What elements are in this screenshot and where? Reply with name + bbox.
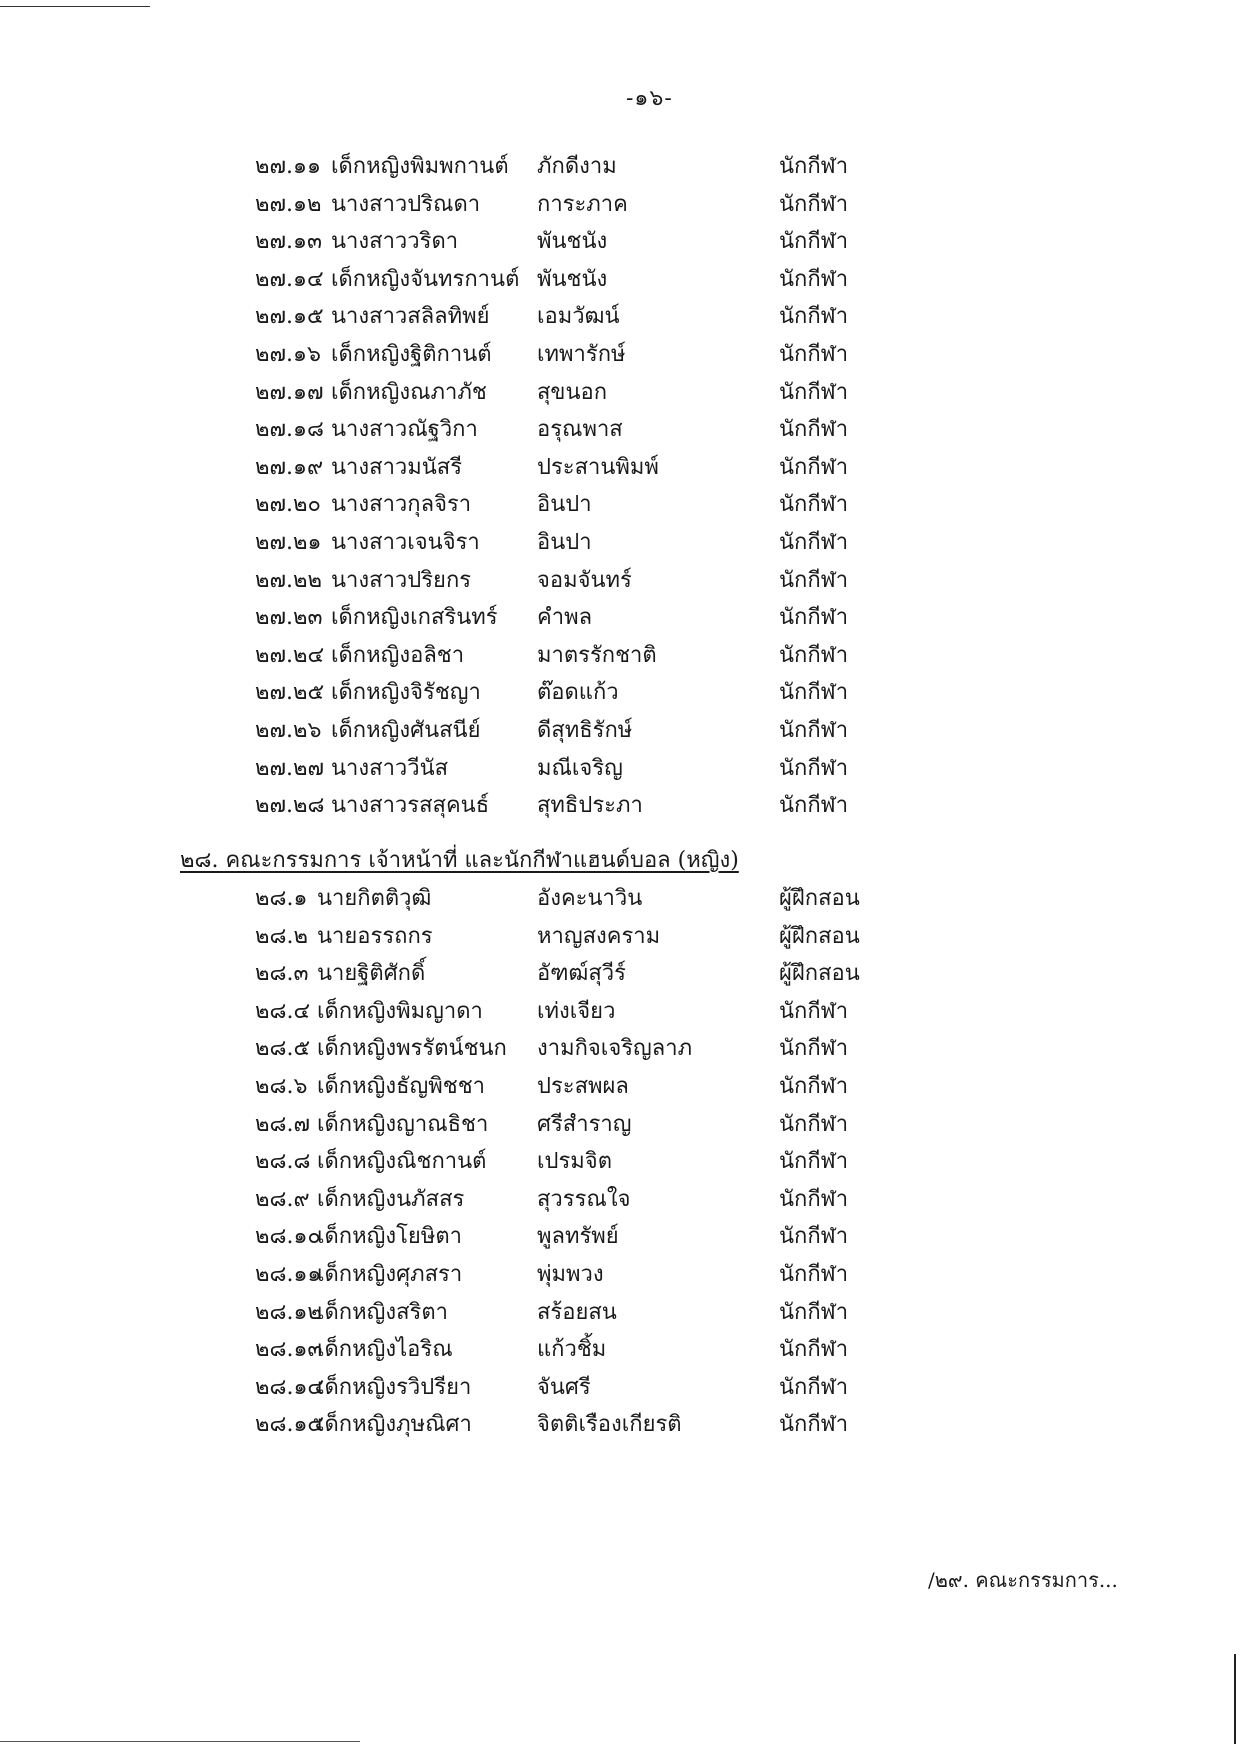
entry-last-name: อัฑฒ์สุวีร์ [537,961,626,987]
list-item [255,411,895,449]
list-item [255,223,895,261]
entry-last-name: อรุณพาส [537,417,623,443]
entry-last-name: จอมจันทร์ [537,567,632,593]
list-item [255,1294,895,1332]
list-item [255,637,895,675]
entry-last-name: พันชนัง [537,266,608,292]
entry-last-name: เท่งเจียว [537,998,616,1024]
entry-last-name: เทพารักษ์ [537,342,626,367]
entry-role: นักกีฬา [779,154,849,179]
entry-role: นักกีฬา [779,342,849,367]
entry-last-name: เปรมจิต [537,1149,612,1175]
list-item [255,787,895,825]
entry-role: นักกีฬา [779,1224,849,1250]
entry-last-name: พูลทรัพย์ [537,1224,619,1250]
entry-role: นักกีฬา [779,718,849,743]
entry-first-name: นางสาววีนัส [331,755,449,781]
list-item [255,674,895,712]
list-item [255,186,895,224]
entry-number: ๒๗.๒๑ [255,530,322,555]
entry-first-name: เด็กหญิงไอริณ [317,1337,453,1363]
entry-role: นักกีฬา [779,229,849,255]
entry-first-name: เด็กหญิงณภาภัช [331,379,487,405]
entry-number: ๒๘.๑๓ [255,1337,323,1363]
entry-first-name: เด็กหญิงพิมญาดา [317,998,483,1024]
list-item [255,298,895,336]
entry-first-name: เด็กหญิงจันทรกานต์ [331,266,520,292]
scan-edge-right [1234,1654,1236,1744]
entry-last-name: อินปา [537,492,592,518]
entry-number: ๒๘.๑๕ [255,1412,325,1438]
list-item [255,712,895,750]
entry-first-name: เด็กหญิงเกสรินทร์ [331,605,498,631]
entry-number: ๒๘.๑๐ [255,1224,321,1250]
entry-role: นักกีฬา [779,191,849,217]
list-item [255,599,895,637]
entry-role: ผู้ฝึกสอน [779,923,860,949]
entry-first-name: นายฐิติศักดิ์ [317,961,426,987]
entry-role: นักกีฬา [779,266,849,292]
entry-last-name: อินปา [537,530,592,555]
list-item [255,918,895,956]
entry-first-name: เด็กหญิงฐิติกานต์ [331,342,492,367]
entry-last-name: ต๊อดแก้ว [537,680,619,706]
entry-first-name: นางสาวเจนจิรา [331,530,480,555]
entry-first-name: นางสาววริดา [331,229,459,255]
entry-last-name: ประสานพิมพ์ [537,454,659,480]
entry-number: ๒๘.๔ [255,998,311,1024]
list-item [255,1369,895,1407]
entry-last-name: สุวรรณใจ [537,1186,631,1212]
entry-role: นักกีฬา [779,1374,849,1400]
entry-number: ๒๘.๕ [255,1036,311,1062]
entry-last-name: ดีสุทธิรักษ์ [537,718,633,743]
scan-edge-top [0,6,150,7]
entry-role: นักกีฬา [779,1299,849,1325]
entry-role: นักกีฬา [779,417,849,443]
entry-role: นักกีฬา [779,454,849,480]
entry-role: นักกีฬา [779,530,849,555]
entry-last-name: สร้อยสน [537,1299,617,1325]
entry-role: นักกีฬา [779,1337,849,1363]
entry-last-name: เอมวัฒน์ [537,304,620,330]
entry-first-name: เด็กหญิงอลิชา [331,642,465,668]
entry-last-name: พันชนัง [537,229,608,255]
entry-number: ๒๘.๑๑ [255,1262,322,1287]
list-item [255,524,895,562]
entry-last-name: สุขนอก [537,379,608,405]
list-item [255,449,895,487]
continuation-ref: /๒๙. คณะกรรมการ... [928,1568,1118,1592]
entry-role: นักกีฬา [779,680,849,706]
list-item [255,1143,895,1181]
entry-last-name: หาญสงคราม [537,923,661,949]
entry-first-name: เด็กหญิงณิชกานต์ [317,1149,487,1175]
list-item [255,1256,895,1294]
entry-role: นักกีฬา [779,998,849,1024]
entry-first-name: เด็กหญิงพิมพกานต์ [331,154,509,179]
entry-number: ๒๗.๑๒ [255,191,322,217]
list-item [255,955,895,993]
entry-number: ๒๗.๒๗ [255,755,325,781]
entry-last-name: พุ่มพวง [537,1262,604,1287]
entry-role: นักกีฬา [779,567,849,593]
entry-last-name: จิตติเรืองเกียรติ [537,1412,682,1438]
entry-first-name: นางสาวกุลจิรา [331,492,472,518]
entry-number: ๒๗.๒๓ [255,605,323,631]
page-number: -๑๖- [626,86,673,111]
entry-first-name: นายกิตติวุฒิ [317,886,432,911]
entry-number: ๒๘.๘ [255,1149,311,1175]
list-item [255,261,895,299]
entry-role: ผู้ฝึกสอน [779,961,860,987]
entry-last-name: มณีเจริญ [537,755,623,781]
list-item [255,1030,895,1068]
entry-first-name: เด็กหญิงภุษณิศา [317,1412,472,1438]
entry-first-name: นางสาวมนัสรี [331,454,463,480]
entry-number: ๒๗.๑๕ [255,304,324,330]
entry-number: ๒๘.๗ [255,1111,311,1137]
entry-last-name: จันศรี [537,1374,591,1400]
entry-first-name: เด็กหญิงศุภสรา [317,1262,463,1287]
entry-number: ๒๗.๒๘ [255,793,325,819]
entry-first-name: เด็กหญิงธัญพิชชา [317,1074,486,1099]
entry-number: ๒๗.๑๑ [255,154,321,179]
list-item [255,1331,895,1369]
entry-last-name: แก้วชิ้ม [537,1337,607,1363]
entry-last-name: คำพล [537,605,593,631]
entry-role: นักกีฬา [779,793,849,819]
list-item [255,1068,895,1106]
entry-role: นักกีฬา [779,1149,849,1175]
entry-number: ๒๗.๒๔ [255,642,325,668]
entry-first-name: เด็กหญิงจิรัชญา [331,680,481,706]
entry-last-name: ประสพผล [537,1074,629,1099]
entry-first-name: นายอรรถกร [317,923,433,949]
entry-role: นักกีฬา [779,304,849,330]
entry-role: นักกีฬา [779,1074,849,1099]
entry-role: นักกีฬา [779,1186,849,1212]
entry-first-name: นางสาวปริยกร [331,567,472,593]
entry-first-name: นางสาวปริณดา [331,191,481,217]
entry-first-name: นางสาวรสสุคนธ์ [331,793,490,819]
list-item [255,993,895,1031]
list-item [255,880,895,918]
entry-number: ๒๗.๒๐ [255,492,321,518]
entry-role: นักกีฬา [779,755,849,781]
entry-number: ๒๗.๒๖ [255,718,322,743]
entry-last-name: สุทธิประภา [537,793,643,819]
entry-number: ๒๗.๒๕ [255,680,325,706]
section-28-heading: ๒๘. คณะกรรมการ เจ้าหน้าที่ และนักกีฬาแฮนด์บอล (หญิง) [180,848,739,873]
entry-number: ๒๗.๒๒ [255,567,323,593]
entry-number: ๒๗.๑๓ [255,229,323,255]
entry-role: นักกีฬา [779,1412,849,1438]
entry-number: ๒๘.๖ [255,1074,308,1099]
entry-number: ๒๗.๑๔ [255,266,324,292]
list-item [255,750,895,788]
entry-number: ๒๘.๓ [255,961,309,987]
entry-role: นักกีฬา [779,1036,849,1062]
list-item [255,1181,895,1219]
entry-last-name: ศรีสำราญ [537,1111,632,1137]
entry-last-name: มาตรรักชาติ [537,642,657,668]
list-item [255,1106,895,1144]
entry-role: ผู้ฝึกสอน [779,886,860,911]
entry-number: ๒๗.๑๗ [255,379,324,405]
list-item [255,486,895,524]
entry-number: ๒๘.๑๒ [255,1299,322,1325]
entry-number: ๒๗.๑๘ [255,417,324,443]
entry-role: นักกีฬา [779,1262,849,1287]
entry-last-name: ภักดีงาม [537,154,617,179]
entry-first-name: นางสาวณัฐวิกา [331,417,478,443]
entry-first-name: เด็กหญิงนภัสสร [317,1186,465,1212]
scan-edge-bottom [0,1741,360,1742]
list-item [255,1406,895,1444]
entry-first-name: เด็กหญิงญาณธิชา [317,1111,489,1137]
entry-number: ๒๗.๑๙ [255,454,324,480]
entry-last-name: การะภาค [537,191,628,217]
entry-role: นักกีฬา [779,1111,849,1137]
entry-first-name: เด็กหญิงโยษิตา [317,1224,462,1250]
entry-first-name: นางสาวสลิลทิพย์ [331,304,490,330]
entry-number: ๒๗.๑๖ [255,342,321,367]
entry-role: นักกีฬา [779,642,849,668]
entry-last-name: งามกิจเจริญลาภ [537,1036,693,1062]
list-item [255,374,895,412]
list-item [255,336,895,374]
entry-number: ๒๘.๙ [255,1186,310,1212]
entry-first-name: เด็กหญิงพรรัตน์ชนก [317,1036,507,1062]
entry-role: นักกีฬา [779,605,849,631]
entry-number: ๒๘.๑ [255,886,308,911]
entry-role: นักกีฬา [779,492,849,518]
entry-role: นักกีฬา [779,379,849,405]
entry-last-name: อังคะนาวิน [537,886,643,911]
entry-number: ๒๘.๑๔ [255,1374,325,1400]
entry-first-name: เด็กหญิงศันสนีย์ [331,718,481,743]
entry-first-name: เด็กหญิงสริตา [317,1299,449,1325]
entry-first-name: เด็กหญิงรวิปรียา [317,1374,472,1400]
list-item [255,562,895,600]
list-item [255,1218,895,1256]
entry-number: ๒๘.๒ [255,923,308,949]
list-item [255,148,895,186]
